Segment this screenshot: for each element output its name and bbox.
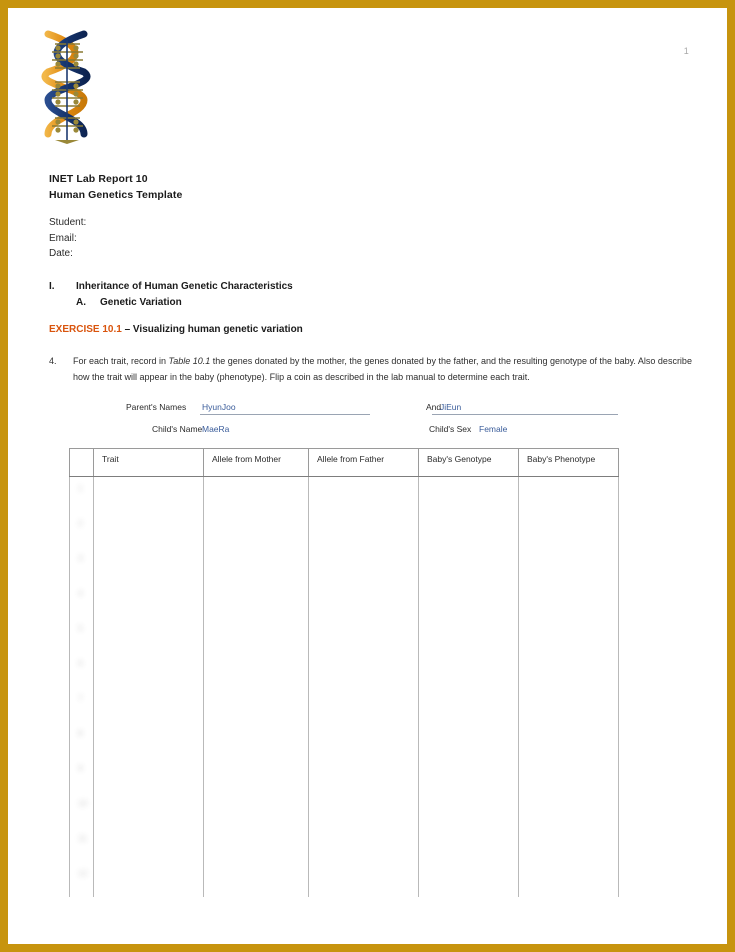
outline-level2 bbox=[49, 295, 549, 311]
cell-genotype[interactable] bbox=[419, 512, 519, 547]
instruction-table-reference: Table 10.1 bbox=[168, 356, 211, 366]
parent2-name-value[interactable]: JiEun bbox=[440, 402, 462, 412]
cell-trait[interactable] bbox=[94, 792, 204, 827]
cell-row-number: 9 bbox=[70, 757, 94, 792]
and-label: And bbox=[426, 402, 442, 412]
parents-names-label: Parent's Names bbox=[126, 402, 187, 412]
table-row[interactable] bbox=[70, 687, 619, 722]
cell-row-number: 6 bbox=[70, 652, 94, 687]
table-row[interactable] bbox=[70, 722, 619, 757]
cell-allele-father[interactable] bbox=[309, 477, 419, 513]
cell-trait[interactable] bbox=[94, 652, 204, 687]
child-name-value[interactable]: MaeRa bbox=[202, 424, 230, 434]
child-name-label: Child's Name bbox=[152, 424, 203, 434]
student-info-fields bbox=[49, 215, 349, 262]
footer-ghost-text bbox=[69, 830, 499, 840]
cell-allele-mother[interactable] bbox=[204, 617, 309, 652]
email-field-row bbox=[49, 231, 349, 247]
cell-allele-mother[interactable] bbox=[204, 512, 309, 547]
cell-phenotype[interactable] bbox=[519, 512, 619, 547]
cell-trait[interactable] bbox=[94, 757, 204, 792]
cell-trait[interactable] bbox=[94, 687, 204, 722]
cell-row-number: 7 bbox=[70, 687, 94, 722]
exercise-heading bbox=[49, 324, 303, 335]
cell-row-number: 8 bbox=[70, 722, 94, 757]
cell-allele-mother[interactable] bbox=[204, 792, 309, 827]
table-row[interactable] bbox=[70, 477, 619, 513]
header-baby-phenotype: Baby's Phenotype bbox=[519, 449, 619, 477]
cell-allele-mother[interactable] bbox=[204, 477, 309, 513]
page-number: 1 bbox=[683, 46, 689, 56]
cell-row-number: 12 bbox=[70, 862, 94, 897]
cell-row-number: 10 bbox=[70, 792, 94, 827]
cell-genotype[interactable] bbox=[419, 652, 519, 687]
child-sex-value[interactable]: Female bbox=[479, 424, 508, 434]
cell-allele-father[interactable] bbox=[309, 687, 419, 722]
outline-level2-number: A. bbox=[76, 297, 86, 308]
cell-trait[interactable] bbox=[94, 547, 204, 582]
report-title-block bbox=[49, 171, 449, 203]
cell-row-number: 2 bbox=[70, 512, 94, 547]
instruction-text-part1: For each trait, record in bbox=[73, 356, 169, 366]
cell-row-number: 3 bbox=[70, 547, 94, 582]
parent1-name-value[interactable]: HyunJoo bbox=[202, 402, 236, 412]
cell-genotype[interactable] bbox=[419, 687, 519, 722]
table-row[interactable] bbox=[70, 617, 619, 652]
child-info-row bbox=[126, 423, 626, 445]
header-allele-mother: Allele from Mother bbox=[204, 449, 309, 477]
email-label: Email: bbox=[49, 232, 77, 244]
trait-table-header bbox=[70, 449, 619, 477]
cell-genotype[interactable] bbox=[419, 477, 519, 513]
cell-allele-father[interactable] bbox=[309, 582, 419, 617]
cell-allele-father[interactable] bbox=[309, 757, 419, 792]
instruction-paragraph bbox=[49, 353, 709, 385]
dna-double-helix-icon bbox=[38, 26, 96, 146]
cell-trait[interactable] bbox=[94, 862, 204, 897]
cell-phenotype[interactable] bbox=[519, 792, 619, 827]
report-title-line-1: INET Lab Report 10 bbox=[49, 173, 148, 185]
cell-trait[interactable] bbox=[94, 512, 204, 547]
header-baby-genotype: Baby's Genotype bbox=[419, 449, 519, 477]
outline-level1-text: Inheritance of Human Genetic Characteristics bbox=[76, 281, 293, 292]
table-row[interactable] bbox=[70, 757, 619, 792]
header-allele-father: Allele from Father bbox=[309, 449, 419, 477]
instruction-text bbox=[49, 353, 709, 385]
cell-allele-father[interactable] bbox=[309, 617, 419, 652]
cell-allele-father[interactable] bbox=[309, 862, 419, 897]
date-value[interactable] bbox=[73, 248, 79, 259]
outline-level1 bbox=[49, 279, 549, 295]
cell-phenotype[interactable] bbox=[519, 652, 619, 687]
cell-genotype[interactable] bbox=[419, 582, 519, 617]
page-content-area bbox=[8, 8, 727, 944]
cell-allele-father[interactable] bbox=[309, 547, 419, 582]
parents-names-row bbox=[126, 401, 626, 423]
table-header-row bbox=[70, 449, 619, 477]
table-row[interactable] bbox=[70, 582, 619, 617]
cell-allele-mother[interactable] bbox=[204, 652, 309, 687]
cell-allele-father[interactable] bbox=[309, 652, 419, 687]
cell-trait[interactable] bbox=[94, 477, 204, 513]
table-row[interactable] bbox=[70, 547, 619, 582]
cell-genotype[interactable] bbox=[419, 722, 519, 757]
instruction-text-part2: the genes donated by the mother, the genes donated by the father, and the resulting genotype of the baby. Also describe how the trait will appear in the baby (phenotype). Flip a coin as described in the lab manual to determine each trait. bbox=[73, 356, 692, 382]
cell-genotype[interactable] bbox=[419, 757, 519, 792]
child-sex-label: Child's Sex bbox=[429, 424, 472, 434]
cell-allele-mother[interactable] bbox=[204, 687, 309, 722]
cell-genotype[interactable] bbox=[419, 617, 519, 652]
cell-trait[interactable] bbox=[94, 582, 204, 617]
cell-genotype[interactable] bbox=[419, 792, 519, 827]
report-title-line-2: Human Genetics Template bbox=[49, 189, 183, 201]
cell-phenotype[interactable] bbox=[519, 582, 619, 617]
cell-phenotype[interactable] bbox=[519, 722, 619, 757]
cell-genotype[interactable] bbox=[419, 547, 519, 582]
outline-level1-number: I. bbox=[49, 281, 55, 292]
outline-headings bbox=[49, 279, 549, 311]
student-label: Student: bbox=[49, 217, 87, 228]
cell-allele-mother[interactable] bbox=[204, 862, 309, 897]
cell-row-number: 11 bbox=[70, 827, 94, 862]
header-row-number bbox=[70, 449, 94, 477]
cell-trait[interactable] bbox=[94, 722, 204, 757]
date-label: Date: bbox=[49, 248, 73, 259]
header-trait: Trait bbox=[94, 449, 204, 477]
cell-allele-mother[interactable] bbox=[204, 547, 309, 582]
table-row[interactable] bbox=[70, 792, 619, 827]
table-row[interactable] bbox=[70, 512, 619, 547]
cell-allele-father[interactable] bbox=[309, 792, 419, 827]
table-row[interactable] bbox=[70, 862, 619, 897]
cell-phenotype[interactable] bbox=[519, 862, 619, 897]
cell-phenotype[interactable] bbox=[519, 547, 619, 582]
cell-phenotype[interactable] bbox=[519, 757, 619, 792]
family-info-form bbox=[126, 401, 626, 445]
cell-allele-mother[interactable] bbox=[204, 722, 309, 757]
cell-phenotype[interactable] bbox=[519, 617, 619, 652]
email-value[interactable] bbox=[77, 233, 83, 244]
student-value[interactable] bbox=[86, 217, 92, 228]
parent1-name-underline bbox=[200, 414, 370, 415]
exercise-title: – Visualizing human genetic variation bbox=[121, 324, 303, 335]
instruction-number: 4. bbox=[49, 356, 57, 366]
cell-allele-mother[interactable] bbox=[204, 757, 309, 792]
student-field-row bbox=[49, 215, 349, 231]
cell-allele-father[interactable] bbox=[309, 722, 419, 757]
cell-row-number: 1 bbox=[70, 477, 94, 513]
cell-allele-father[interactable] bbox=[309, 512, 419, 547]
cell-row-number: 5 bbox=[70, 617, 94, 652]
cell-genotype[interactable] bbox=[419, 862, 519, 897]
cell-phenotype[interactable] bbox=[519, 477, 619, 513]
cell-allele-mother[interactable] bbox=[204, 582, 309, 617]
outline-level2-text: Genetic Variation bbox=[100, 297, 182, 308]
parent2-name-underline bbox=[432, 414, 618, 415]
table-row[interactable] bbox=[70, 652, 619, 687]
date-field-row bbox=[49, 246, 349, 262]
cell-phenotype[interactable] bbox=[519, 687, 619, 722]
cell-phenotype[interactable] bbox=[519, 827, 619, 862]
exercise-label: EXERCISE 10.1 bbox=[49, 324, 122, 335]
cell-row-number: 4 bbox=[70, 582, 94, 617]
cell-trait[interactable] bbox=[94, 617, 204, 652]
